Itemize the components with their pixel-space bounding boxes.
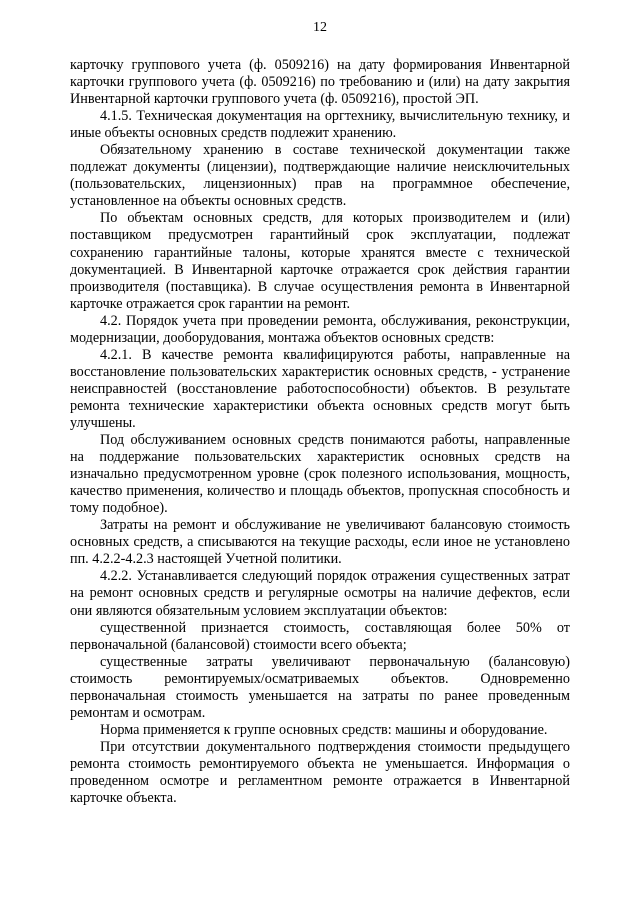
paragraph-significant-cost: существенной признается стоимость, составляющая более 50% от первоначальной (балансовой) стоимости всего объекта; [70, 619, 570, 653]
paragraph-4-2: 4.2. Порядок учета при проведении ремонта, обслуживания, реконструкции, модернизации, дооборудования, монтажа объектов основных средств: [70, 312, 570, 346]
paragraph-4-2-2: 4.2.2. Устанавливается следующий порядок отражения существенных затрат на ремонт основных средств и регулярные осмотры на наличие дефектов, если они являются обязательным условием эксплуатации объектов: [70, 568, 570, 619]
paragraph-warranty: По объектам основных средств, для которых производителем и (или) поставщиком предусмотрен гарантийный срок эксплуатации, подлежат сохранению гарантийные талоны, которые хранятся вместе с технической документацией. В Инвентарной карточке отражается срок действия гарантии производителя (поставщика). В случае осуществления ремонта в Инвентарной карточке отражается срок гарантии на ремонт. [70, 210, 570, 312]
paragraph-4-2-1: 4.2.1. В качестве ремонта квалифицируются работы, направленные на восстановление пользовательских характеристик основных средств, - устранение неисправностей (восстановление работоспособности) объектов. В результате ремонта технические характеристики объекта основных средств могут быть улучшены. [70, 346, 570, 431]
paragraph-norm: Норма применяется к группе основных средств: машины и оборудование. [100, 721, 548, 738]
paragraph-maintenance: Под обслуживанием основных средств понимаются работы, направленные на поддержание пользовательских характеристик основных средств на изначально предусмотренном уровне (срок полезного использования, мощность, качество применения, количество и площадь объектов, пропускная способность и тому подобное). [70, 432, 570, 517]
document-body [70, 57, 570, 807]
paragraph-4-1-5: 4.1.5. Техническая документация на оргтехнику, вычислительную технику, и иные объекты основных средств подлежит хранению. [70, 108, 570, 142]
paragraph-significant-expenses: существенные затраты увеличивают первоначальную (балансовую) стоимость ремонтируемых/осматриваемых объектов. Одновременно первоначальная стоимость уменьшается на затраты по ранее проведенным ремонтам и осмотрам. [70, 653, 570, 721]
paragraph-costs: Затраты на ремонт и обслуживание не увеличивают балансовую стоимость основных средств, а списываются на текущие расходы, если иное не установлено пп. 4.2.2-4.2.3 настоящей Учетной политики. [70, 517, 570, 568]
paragraph-continuation: карточку группового учета (ф. 0509216) на дату формирования Инвентарной карточки группового учета (ф. 0509216) по требованию и (или) на дату закрытия Инвентарной карточки группового учета (ф. 0509216), простой ЭП. [70, 57, 570, 108]
page-number: 12 [313, 20, 327, 35]
paragraph-license-storage: Обязательному хранению в составе технической документации также подлежат документы (лицензии), подтверждающие наличие неисключительных (пользовательских, лицензионных) прав на программное обеспечение, установленное на объекты основных средств. [70, 142, 570, 210]
paragraph-no-documentation: При отсутствии документального подтверждения стоимости предыдущего ремонта стоимость ремонтируемого объекта не уменьшается. Информация о проведенном осмотре и регламентном ремонте отражается в Инвентарной карточке объекта. [70, 738, 570, 807]
